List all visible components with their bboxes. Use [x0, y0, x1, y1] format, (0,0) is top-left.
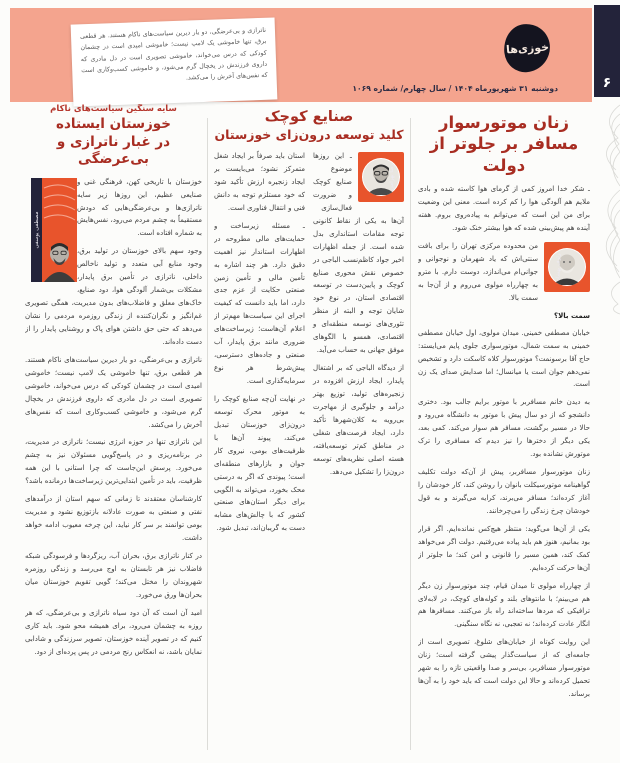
- column-divider: [410, 118, 411, 750]
- paragraph: امید آن است که آن دود سیاه ناترازی و بی‌عرضگی، که هر روزه به چشمان می‌رود، برای همیشه محو شود. باید کاری کنیم که در تصویر آینده خوزستان، تصویر سرزندگی و شادابی نمایان باشد، نه انعکاس رنج مردمی در پس پرده‌ای از دود.: [25, 608, 202, 656]
- article-headline: [214, 108, 404, 143]
- article-headline: [25, 116, 202, 169]
- column-divider: [207, 118, 208, 750]
- page-number-strip: [594, 5, 620, 97]
- portrait-caption-strip: [31, 178, 42, 282]
- paragraph: خوزستان با تاریخی کهن، فرهنگی غنی و صنایعی عظیم، این روزها زیر سایه ناترازی‌ها و بی‌عرضگی‌هایی که دودش مستقیماً به چشم مردم می‌رود، نفس‌هایش به شماره افتاده است.: [77, 177, 202, 238]
- paragraph: ـ مسئله زیرساخت و حمایت‌های مالی مطروحه در اظهارات استاندار نیز اهمیت دقیق دارد. هر چند اشاره به تأمین مالی و تأمین زمین صنعتی حکایت از عزم جدی دارد، اما باید دانست که کیفیت اجرای این سیاست‌ها مهم‌تر از اعلام آن‌هاست؛ زیرساخت‌های ضروری مانند برق پایدار، آب صنعتی و جاده‌های دسترسی، پیش‌شرط هر نوع سرمایه‌گذاری است.: [214, 221, 305, 386]
- paragraph: در کنار ناترازی برق، بحران آب، ریزگردها و فرسودگی شبکه فاضلاب نیز هر تابستان به اوج می‌رسد و زندگی روزمره شهروندان را مختل می‌کند؛ گویی تقویم خوزستان میان بحران‌ها ورق می‌خورد.: [25, 551, 202, 599]
- interview-question: سمت بالا؟: [554, 311, 590, 320]
- paragraph: این روایت کوتاه از خیابان‌های شلوغ، تصویری است از جامعه‌ای که از سیاست‌گذار پیشی گرفته است؛ زنان موتورسوار مسافربر، بی‌سر و صدا واقعیتی تازه را به شهر تحمیل کرده‌اند و حالا این دولت است که باید خود را به آن‌ها برساند.: [418, 638, 590, 699]
- article-subcolumns: [214, 150, 404, 540]
- columnist-portrait-photo: [31, 178, 77, 282]
- paragraph: ـ شکر خدا امروز کمی از گرمای هوا کاسته شده و بادی ملایم هم آلودگی هوا را کم کرده است. معنی این وضعیت برای من این است که می‌توانم به پیاده‌روی بروم. هفته آینده هم پیش‌بینی شده که هوا بیشتر خنک شود.: [418, 185, 590, 233]
- subcolumn-left: [214, 150, 305, 540]
- paragraph: وجود سهم بالای خوزستان در تولید برق، وجود منابع آبی متعدد و تولید ناخالص داخلی، ناترازی در تأمین برق پایدار، مشکلات بی‌شمار آلودگی هوا، دود صنایع، خاک‌های معلق و فاضلاب‌های بدون مدیریت، همگی تصویری غم‌انگیز و نگران‌کننده از زندگی روزمره مردمی را نشان می‌دهد که حتی حق داشتن هوای پاک و روشنایی پایدار را از دست داده‌اند.: [25, 247, 202, 346]
- paragraph: به دیدن خانم مسافربر با موتور برایم جالب بود. دختری دانشجو که از دو سال پیش با موتور به دانشگاه می‌رود و حالا در مسیر برگشت، مسافر هم سوار می‌کند. کمی بعد، یکی دیگر از دخترها را نیز دیدم که مسافری را ترک موتورش نشانده بود.: [418, 398, 590, 459]
- dateline: دوشنبه ۳۱ شهریورماه ۱۴۰۴ / سال چهارم/ شماره ۱۰۶۹: [352, 84, 558, 93]
- paragraph: زنان موتورسوار مسافربر، پیش از آن‌که دولت تکلیف گواهینامه موتورسیکلت بانوان را روشن کند، کار خودشان را آغاز کرده‌اند؛ مسافر می‌برند، کرایه می‌گیرند و به قول خودشان چرخ زندگی را می‌چرخانند.: [418, 468, 590, 515]
- logo-calligraphy: خوزی‌ها: [505, 40, 549, 56]
- headline-line-2: در غبار ناترازی و بی‌عرضگی: [56, 133, 171, 168]
- paragraph: این ناترازی تنها در حوزه انرژی نیست؛ ناترازی در مدیریت، در برنامه‌ریزی و در پاسخ‌گویی مسئولان نیز به چشم می‌خورد. پرسش این‌جاست که چرا استانی با این همه ظرفیت، باید در تأمین ابتدایی‌ترین زیرساخت‌ها درمانده باشد؟: [25, 438, 202, 486]
- portrait-caption: مصطفی یوسفی: [33, 211, 40, 249]
- pull-quote-note: [71, 17, 278, 106]
- paragraph: یکی از آن‌ها می‌گوید: منتظر هیچ‌کس نمانده‌ایم. اگر قرار بود بمانیم، هنوز هم باید پیاده می‌رفتیم. دولت اگر می‌خواهد کمک کند، همین مسیر را قانونی و امن کند؛ ما جلوتر از آن‌ها حرکت کرده‌ایم.: [418, 524, 590, 572]
- page-number: ۶: [602, 75, 612, 91]
- subcolumn-right: [313, 150, 404, 540]
- headline-line-2: کلید توسعه درون‌زای خوزستان: [214, 126, 404, 142]
- headline-line-2: مسافر بر جلوتر از دولت: [429, 134, 579, 175]
- masthead-band: [10, 8, 592, 102]
- analyst-portrait-photo: [358, 152, 404, 202]
- paragraph: در نهایت آن‌چه صنایع کوچک را به موتور محرک توسعه درون‌زای خوزستان تبدیل می‌کند، پیوند آن‌ها با ظرفیت‌های بومی، نیروی کار جوان و بازارهای منطقه‌ای است؛ پیوندی که اگر به درستی محک بخورد، می‌تواند به الگویی برای دیگر استان‌های صنعتی کشور که با چالش‌های مشابه دست به گریبان‌اند، تبدیل شود.: [214, 394, 305, 533]
- portrait-caption: رئوف بهشاد: [555, 253, 562, 281]
- paragraph: استان باید صرفاً بر ایجاد شغل متمرکز نشود؛ می‌بایست بر ایجاد زنجیره ارزش تأکید شود که خود مستلزم توجه به دانش فنی و انتقال فناوری است.: [214, 152, 305, 212]
- headline-line-1: خوزستان ایستاده: [56, 116, 171, 132]
- article-body: [418, 183, 590, 701]
- paragraph: کارشناسان معتقدند تا زمانی که سهم استان از درآمدهای نفتی و صنعتی به صورت عادلانه بازتوزیع نشود و مدیریت بومی توانمند بر سر کار نیاید، این چرخه معیوب ادامه خواهد داشت.: [25, 495, 202, 543]
- article-motorcycle-women: [418, 112, 590, 758]
- paragraph: ـ این روزها موضوع صنایع کوچک و ضرورت فعال‌سازی آن‌ها به یکی از نقاط کانونی توجه مقامات استانداری بدل شده است. از جمله اظهارات اخیر جواد کاظم‌نسب الباجی در خصوص نقش محوری صنایع کوچک و پایین‌دست در توسعه اقتصادی استان، در نوع خود شایان توجه و البته از منظر تئوری‌های توسعه منطقه‌ای و اقتصادی، همسو با الگوهای موفق جهانی به حساب می‌آید.: [313, 152, 404, 355]
- margin-engraving-decoration: [590, 100, 620, 315]
- article-body: [25, 176, 202, 659]
- pull-quote-text: ناترازی و بی‌عرضگی، دو یار دیرین سیاست‌های ناکام هستند. هر قطعی برق، تنها خاموشی یک لامپ نیست؛ خاموشی امیدی است در چشمان کودکی که درس می‌خواند، خاموشی تصویری است در دل مادری که داروی فرزندش در یخچال گرم می‌شود، و خاموشی کسب‌وکاری است که نفس‌های آخرش را می‌کشد.: [79, 26, 268, 82]
- portrait-caption: رضا بهرامی: [388, 163, 395, 191]
- newspaper-logo-stamp: [502, 22, 553, 75]
- article-khuzestan-imbalance: [25, 104, 202, 758]
- paragraph: خیابان مصطفی خمینی. میدان مولوی، اول خیابان مصطفی خمینی به سمت شمال، موتورسواری جلوی پایم می‌ایستد: حاج آقا برسونمت؟ موتورسوار کلاه کاسکت دارد و تشخیص نمی‌دهم جوان است یا میانسال؛ اما صدایش صدای یک زن است.: [418, 328, 590, 389]
- paragraph: از دیدگاه الباجی که بر اشتغال پایدار، ایجاد ارزش افزوده در زنجیره‌های تولید، توزیع بهتر درآمد و جلوگیری از مهاجرت بی‌رویه به کلان‌شهرها تأکید دارد، ایجاد فرصت‌های شغلی در مناطق کم‌تر توسعه‌یافته، هسته اصلی نظریه‌های توسعه درون‌زا را تشکیل می‌دهد.: [313, 364, 404, 476]
- paragraph: ناترازی و بی‌عرضگی، دو یار دیرین سیاست‌های ناکام هستند. هر قطعی برق، تنها خاموشی یک لامپ نیست؛ خاموشی امیدی است در چشمان کودکی که درس می‌خواند، خاموشی تصویری است در دل مادری که داروی فرزندش در یخچال گرم می‌شود، و خاموشی کسب‌وکاری است که نفس‌های آخرش را می‌کشد.: [25, 355, 202, 429]
- portrait-bearded-man: [42, 178, 77, 282]
- article-kicker: سایه سنگین سیاست‌های ناکام: [50, 104, 177, 114]
- headline-line-1: صنایع کوچک: [264, 109, 354, 125]
- article-headline: [418, 112, 590, 176]
- interviewee-portrait-photo: [544, 242, 590, 292]
- paragraph: من محدوده مرکزی تهران را برای بافت سنتی‌اش که یاد شهرمان و نوجوانی و جوانی‌ام می‌اندازد، دوست دارم. با مترو به چهارراه مولوی می‌روم و از آن‌جا به سمت بالا.: [418, 242, 538, 302]
- paragraph: از چهارراه مولوی تا میدان قیام، چند موتورسوار زن دیگر هم می‌بینم؛ با مانتوهای بلند و کوله‌های کوچک، در لابه‌لای ترافیکی که مردها ساخته‌اند راه باز می‌کنند. مسافرها هم انگار عادت کرده‌اند؛ نه تعجبی، نه نگاه سنگینی.: [418, 581, 590, 629]
- headline-line-1: زنان موتورسوار: [438, 113, 570, 132]
- article-small-industries: [214, 108, 404, 758]
